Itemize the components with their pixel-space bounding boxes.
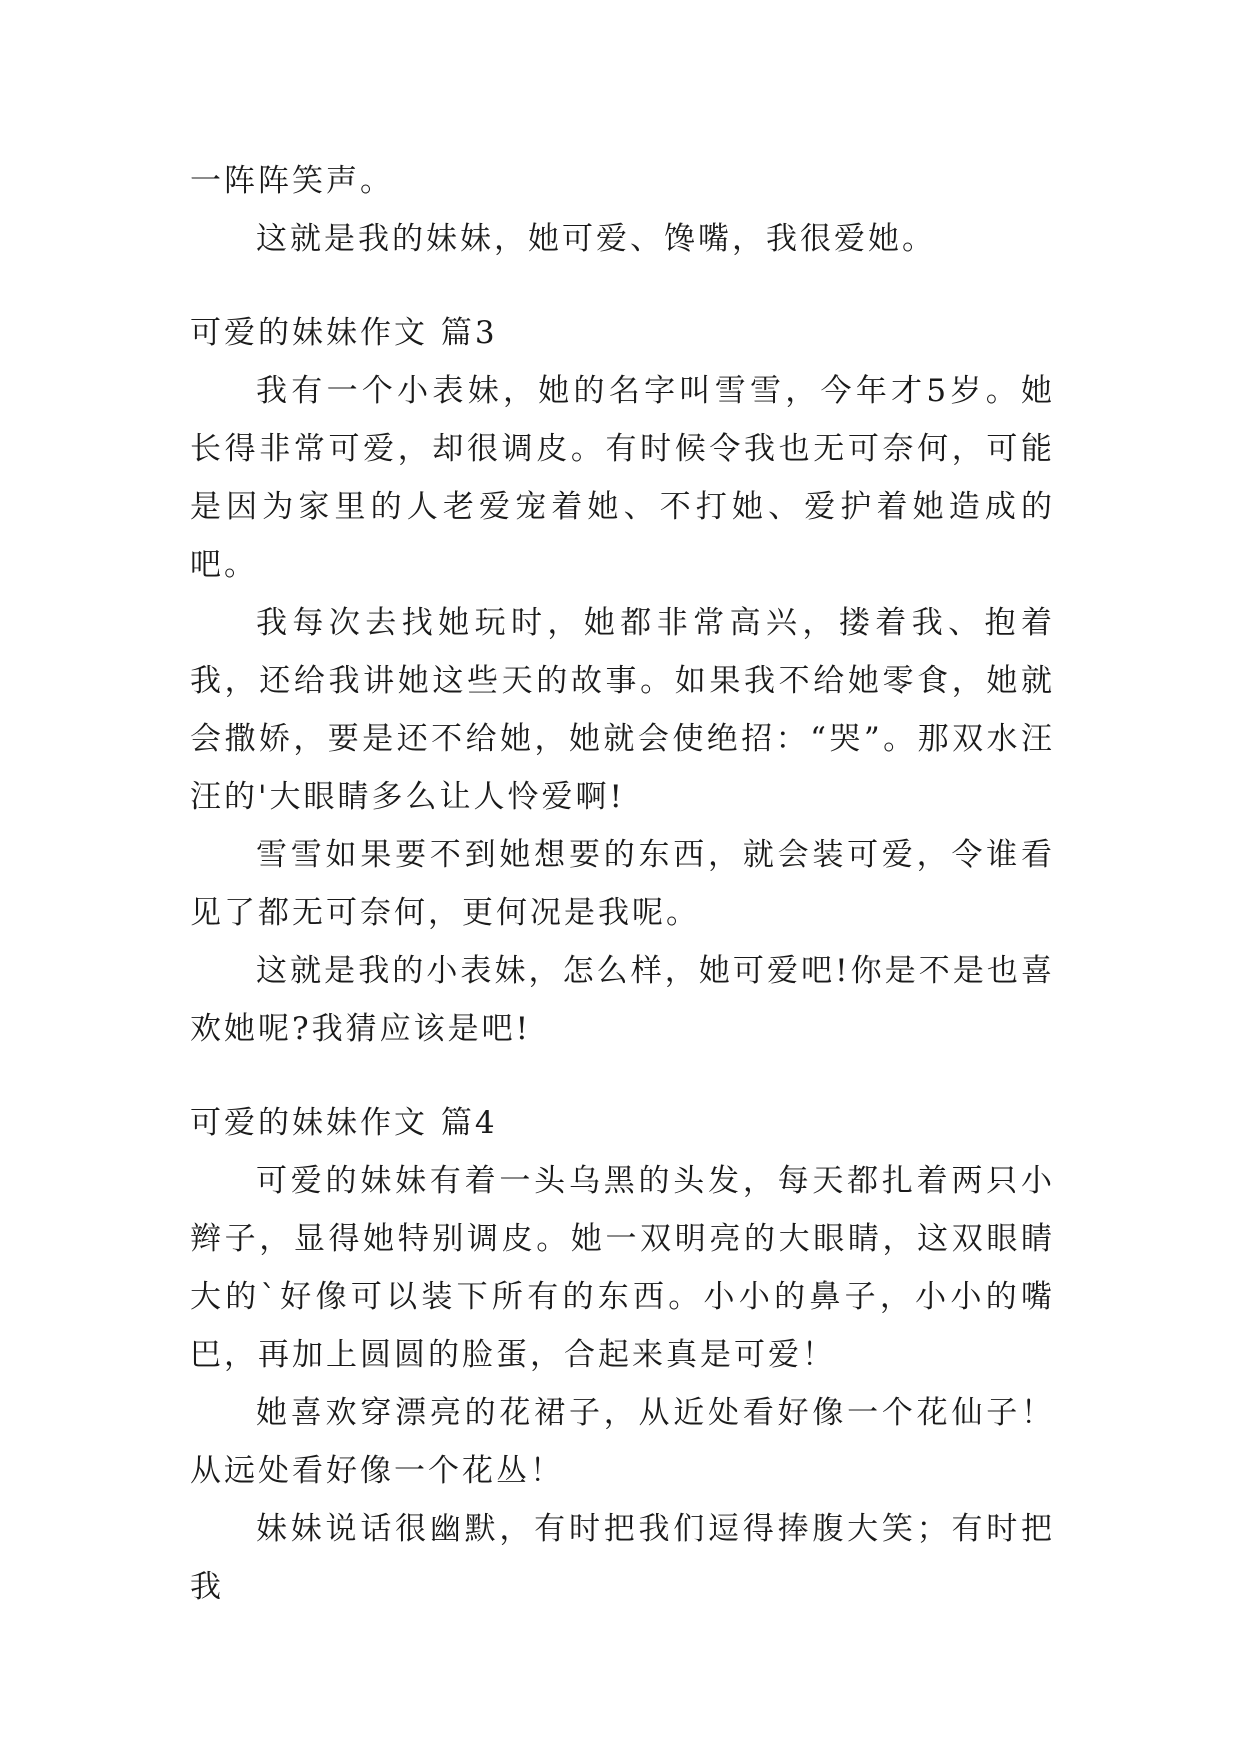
paragraph: 我每次去找她玩时，她都非常高兴，搂着我、抱着我，还给我讲她这些天的故事。如果我不给她零食，她就会撒娇，要是还不给她，她就会使绝招：“哭”。那双水汪汪的'大眼睛多么让人怜爱啊! <box>190 605 1055 815</box>
paragraph: 我有一个小表妹，她的名字叫雪雪，今年才5岁。她长得非常可爱，却很调皮。有时候令我也无可奈何，可能是因为家里的人老爱宠着她、不打她、爱护着她造成的吧。 <box>190 373 1055 583</box>
section-heading-4: 可爱的妹妹作文 篇4 <box>190 1105 498 1141</box>
section-heading-3: 可爱的妹妹作文 篇3 <box>190 315 498 351</box>
section-gap <box>190 268 1055 304</box>
paragraph-conclusion: 这就是我的妹妹，她可爱、馋嘴，我很爱她。 <box>256 221 936 257</box>
section-gap <box>190 1058 1055 1094</box>
paragraph: 雪雪如果要不到她想要的东西，就会装可爱，令谁看见了都无可奈何，更何况是我呢。 <box>190 837 1055 931</box>
paragraph: 这就是我的小表妹，怎么样，她可爱吧!你是不是也喜欢她呢?我猜应该是吧! <box>190 953 1055 1047</box>
document-body <box>190 152 1055 1616</box>
paragraph: 她喜欢穿漂亮的花裙子，从近处看好像一个花仙子！从远处看好像一个花丛！ <box>190 1395 1055 1489</box>
paragraph: 可爱的妹妹有着一头乌黑的头发，每天都扎着两只小辫子，显得她特别调皮。她一双明亮的大眼睛，这双眼睛大的`好像可以装下所有的东西。小小的鼻子，小小的嘴巴，再加上圆圆的脸蛋，合起来真是可爱！ <box>190 1163 1055 1373</box>
paragraph-continuation: 一阵阵笑声。 <box>190 163 394 199</box>
paragraph: 妹妹说话很幽默，有时把我们逗得捧腹大笑；有时把我 <box>190 1511 1055 1605</box>
